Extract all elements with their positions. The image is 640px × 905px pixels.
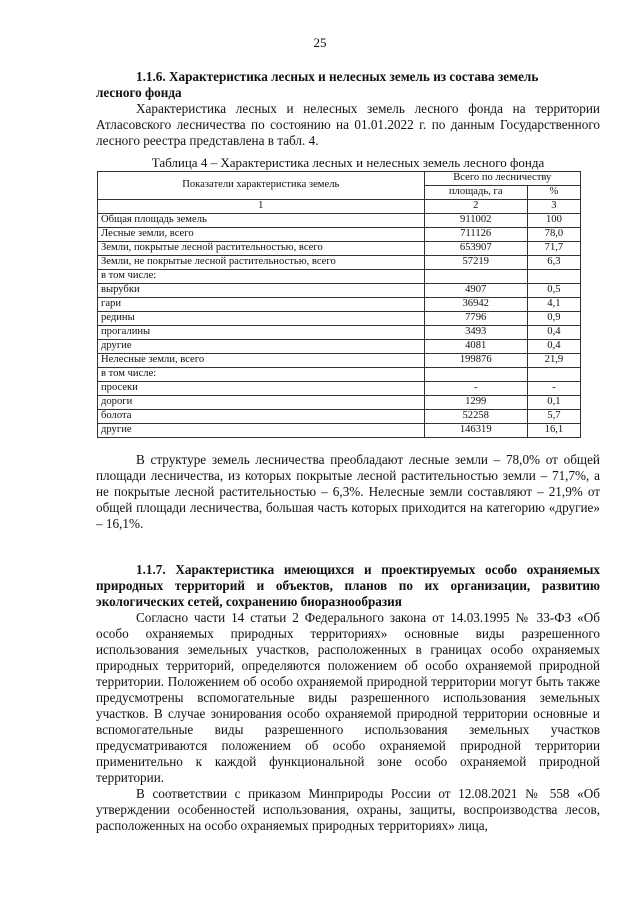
column-number-3: 3 (527, 200, 580, 214)
table-row (98, 368, 581, 382)
row-percent: 0,4 (527, 340, 580, 354)
row-area: 57219 (424, 256, 527, 270)
row-percent: - (527, 382, 580, 396)
structure-paragraph: В структуре земель лесничества преобладают лесные земли – 78,0% от общей площади лесничества, из которых покрытые лесной растительностью земли – 71,7%, а не покрытые лесной растительностью – 6,3%. Нелесные земли составляют – 21,9% от общей площади лесничества, большая часть которых приходится на категорию «другие» – 16,1%. (96, 452, 600, 531)
row-percent: 78,0 (527, 228, 580, 242)
header-indicator: Показатели характеристика земель (98, 172, 425, 200)
row-area (424, 270, 527, 284)
table-row (98, 396, 581, 410)
table-row (98, 270, 581, 284)
row-area: 4907 (424, 284, 527, 298)
row-area: - (424, 382, 527, 396)
column-number-2: 2 (424, 200, 527, 214)
row-label: прогалины (98, 326, 425, 340)
table-row (98, 284, 581, 298)
row-label: другие (98, 424, 425, 438)
row-label: Лесные земли, всего (98, 228, 425, 242)
section-heading-line1: 1.1.6. Характеристика лесных и нелесных земель из состава земель (136, 69, 539, 84)
intro-paragraph: Характеристика лесных и нелесных земель лесного фонда на территории Атласовского лесничества по состоянию на 01.01.2022 г. по данным Государственного лесного реестра представлена в табл. 4. (96, 101, 600, 148)
table-row (98, 298, 581, 312)
column-number-1: 1 (98, 200, 425, 214)
section-heading-1-1-7 (96, 562, 600, 610)
section-heading-line2: лесного фонда (96, 85, 182, 100)
row-area (424, 368, 527, 382)
table-row (98, 424, 581, 438)
row-label: Земли, покрытые лесной растительностью, всего (98, 242, 425, 256)
header-percent: % (527, 186, 580, 200)
row-area: 1299 (424, 396, 527, 410)
table-caption: Таблица 4 – Характеристика лесных и нелесных земель лесного фонда (151, 155, 545, 170)
row-area: 3493 (424, 326, 527, 340)
row-label: Нелесные земли, всего (98, 354, 425, 368)
row-percent: 100 (527, 214, 580, 228)
row-label: редины (98, 312, 425, 326)
row-label: в том числе: (98, 270, 425, 284)
table-row (98, 340, 581, 354)
row-label: Общая площадь земель (98, 214, 425, 228)
header-area: площадь, га (424, 186, 527, 200)
row-percent: 0,9 (527, 312, 580, 326)
row-label: Земли, не покрытые лесной растительностью, всего (98, 256, 425, 270)
row-label: вырубки (98, 284, 425, 298)
page-number: 25 (313, 35, 327, 50)
header-total: Всего по лесничеству (424, 172, 580, 186)
row-percent: 0,1 (527, 396, 580, 410)
row-percent: 0,4 (527, 326, 580, 340)
row-percent: 71,7 (527, 242, 580, 256)
row-percent: 4,1 (527, 298, 580, 312)
table-row (98, 214, 581, 228)
table-row (98, 242, 581, 256)
row-area: 911002 (424, 214, 527, 228)
row-percent: 16,1 (527, 424, 580, 438)
table-row (98, 228, 581, 242)
row-percent: 21,9 (527, 354, 580, 368)
row-area: 52258 (424, 410, 527, 424)
row-label: просеки (98, 382, 425, 396)
row-percent (527, 368, 580, 382)
row-area: 4081 (424, 340, 527, 354)
row-label: в том числе: (98, 368, 425, 382)
table-row (98, 312, 581, 326)
row-label: другие (98, 340, 425, 354)
oopt-paragraph-2: В соответствии с приказом Минприроды России от 12.08.2021 № 558 «Об утверждении особенностей использования, охраны, защиты, воспроизводства лесов, расположенных на особо охраняемых природных территориях» лица, (96, 786, 600, 833)
row-percent: 0,5 (527, 284, 580, 298)
oopt-paragraph-1: Согласно части 14 статьи 2 Федерального закона от 14.03.1995 № 33-ФЗ «Об особо охраняемых природных территориях» основные виды разрешенного использования земельных участков, расположенных в границах особо охраняемых природных территорий, определяются положением об особо охраняемой природной территории. Положением об особо охраняемой природной территории могут быть также предусмотрены вспомогательные виды разрешенного использования земельных участков. В случае зонирования особо охраняемой природной территории основные и вспомогательные виды разрешенного использования земельных участков предусматриваются положением об особо охраняемой природной территории применительно к каждой функциональной зоне особо охраняемой природной территории. (96, 610, 600, 785)
row-percent: 6,3 (527, 256, 580, 270)
row-area: 36942 (424, 298, 527, 312)
table-row (98, 354, 581, 368)
row-area: 711126 (424, 228, 527, 242)
table-row (98, 326, 581, 340)
land-characteristics-table (97, 171, 581, 438)
table-row (98, 410, 581, 424)
row-area: 7796 (424, 312, 527, 326)
row-area: 199876 (424, 354, 527, 368)
row-area: 653907 (424, 242, 527, 256)
table-body (98, 214, 581, 438)
row-area: 146319 (424, 424, 527, 438)
table-row (98, 256, 581, 270)
row-percent: 5,7 (527, 410, 580, 424)
section-heading-text: 1.1.7. Характеристика имеющихся и проектируемых особо охраняемых природных территорий и объектов, планов по их организации, развитию экологических сетей, сохранению биоразнообразия (96, 562, 600, 609)
table-row (98, 382, 581, 396)
row-label: болота (98, 410, 425, 424)
row-label: дороги (98, 396, 425, 410)
section-heading-1-1-6 (96, 69, 600, 101)
row-label: гари (98, 298, 425, 312)
row-percent (527, 270, 580, 284)
